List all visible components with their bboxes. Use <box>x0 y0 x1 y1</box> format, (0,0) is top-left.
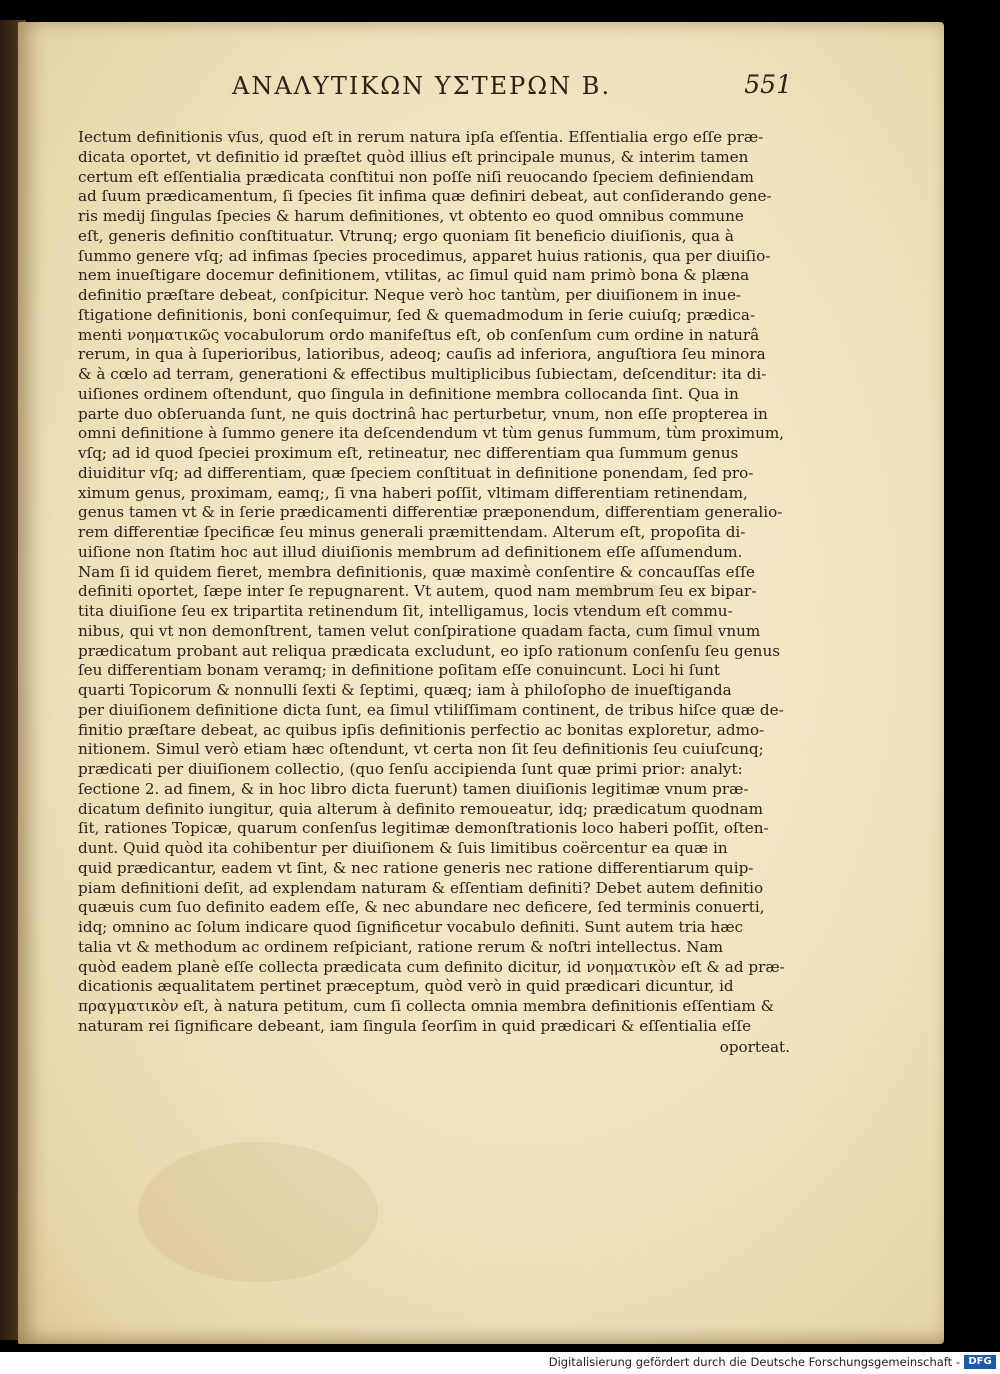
text-line: genus tamen vt & in ſerie prædicamenti differentiæ præponendum, differentiam generalio- <box>78 503 783 522</box>
text-line: ſtigatione definitionis, boni conſequimur, ſed & quemadmodum in ſerie cuiuſq; prædica- <box>78 305 756 324</box>
text-line: rerum, in qua à ſuperioribus, latioribus, adeoq; cauſis ad inferiora, anguſtiora ſeu minora <box>78 345 766 364</box>
text-line: nitionem. Simul verò etiam hæc oſtendunt, vt certa non ſit ſeu definitionis ſeu cuiuſcunq; <box>78 740 764 759</box>
text-line: πραγματικὸν eſt, à natura petitum, cum ſi collecta omnia membra definitionis eſſentiam & <box>78 997 775 1015</box>
text-line: dunt. Quid quòd ita cohibentur per diuiſionem & ſuis limitibus coërcentur ea quæ in <box>78 839 728 857</box>
dfg-logo: DFG <box>964 1355 996 1369</box>
text-line: ſit, rationes Topicæ, quarum conſenſus legitimæ demonſtrationis loco haberi poſſit, oſten- <box>78 819 769 838</box>
text-line: parte duo obſeruanda ſunt, ne quis doctrinâ hac perturbetur, vnum, non eſſe propterea in <box>78 404 768 423</box>
text-line: piam definitioni deſit, ad explendam naturam & eſſentiam definiti? Debet autem definitio <box>78 878 764 897</box>
text-line: dicatum definito iungitur, quia alterum à definito remoueatur, idq; prædicatum quodnam <box>78 799 763 818</box>
page-number: 551 <box>744 70 792 99</box>
text-line: omni definitione à ſummo genere ita deſcendendum vt tùm genus ſummum, tùm proximum, <box>78 424 785 443</box>
text-line: diuiditur vſq; ad differentiam, quæ ſpeciem conſtituat in definitione ponendam, ſed pro- <box>78 463 754 482</box>
text-line: prædicati per diuiſionem collectio, (quo ſenſu accipienda ſunt quæ primi prior: analyt: <box>78 760 743 778</box>
text-line: dicata oportet, vt definitio id præſtet quòd illius eſt principale munus, & interim tamen <box>78 147 749 166</box>
text-line: naturam rei ſignificare debeant, iam ſingula ſeorſim in quid prædicari & eſſentialia eſſe <box>78 1016 752 1035</box>
text-line: quid prædicantur, eadem vt ſint, & nec ratione generis nec ratione differentiarum quip- <box>78 858 754 877</box>
text-line: & à cœlo ad terram, generationi & effectibus multiplicibus ſubiectam, deſcenditur: ita di- <box>78 365 767 383</box>
text-line: tita diuiſione ſeu ex tripartita retinendum ſit, intelligamus, locis vtendum eſt commu- <box>78 602 733 620</box>
text-line: nem inueſtigare docemur definitionem, vtilitas, ac ſimul quid nam primò bona & plæna <box>78 266 750 285</box>
text-line: uiſione non ſtatim hoc aut illud diuiſionis membrum ad definitionem eſſe aſſumendum. <box>78 542 743 561</box>
text-line: ad ſuum prædicamentum, ſi ſpecies ſit infima quæ definiri debeat, aut conſiderando gene- <box>78 187 772 206</box>
text-line: finitio præſtare debeat, ac quibus ipſis definitionis perfectio ac bonitas exploretur, admo- <box>78 720 765 739</box>
catchword: oporteat. <box>719 1037 790 1056</box>
text-line: definitio præſtare debeat, conſpicitur. Neque verò hoc tantùm, per diuiſionem in inue- <box>78 286 742 304</box>
text-line: definiti oportet, ſæpe inter ſe repugnarent. Vt autem, quod nam membrum ſeu ex bipar- <box>78 582 757 601</box>
text-line: ximum genus, proximam, eamq;, ſi vna haberi poſſit, vltimam differentiam retinendam, <box>78 483 748 502</box>
text-line: ris medij ſingulas ſpecies & harum definitiones, vt obtento eo quod omnibus commune <box>78 207 744 225</box>
text-line: quòd eadem planè eſſe collecta prædicata cum definito dicitur, id νοηματικὸν eſt & ad præ- <box>78 957 785 976</box>
page-header <box>232 70 792 110</box>
text-line: ſectione 2. ad finem, & in hoc libro dicta fuerunt) tamen diuiſionis legitimæ vnum præ- <box>78 779 749 798</box>
text-line: ſeu differentiam bonam veramq; in definitione poſitam eſſe conuincunt. Loci hi ſunt <box>78 661 721 680</box>
text-line: idq; omnino ac ſolum indicare quod ſignificetur vocabulo definiti. Sunt autem tria hæc <box>78 918 744 936</box>
text-line: ſummo genere vſq; ad infimas ſpecies procedimus, apparet huius rationis, qua per diuiſio- <box>78 246 771 265</box>
text-line: uiſiones ordinem oſtendunt, quo ſingula in definitione membra collocanda ſint. Qua in <box>78 384 739 403</box>
text-line: certum eſt eſſentialia prædicata conſtitui non poſſe niſi reuocando ſpeciem definiendam <box>78 167 754 186</box>
running-head: ΑΝΑΛΥΤΙΚΩΝ ΥΣΤΕΡΩΝ Β. <box>232 72 612 100</box>
text-line: Iectum definitionis vſus, quod eſt in rerum natura ipſa eſſentia. Eſſentialia ergo eſſe præ- <box>78 128 764 146</box>
text-line: quarti Topicorum & nonnulli ſexti & ſeptimi, quæq; iam à philoſopho de inueſtiganda <box>78 681 732 699</box>
text-line: talia vt & methodum ac ordinem reſpiciant, ratione rerum & noſtri intellectus. Nam <box>78 937 724 956</box>
text-line: rem differentiæ ſpecificæ ſeu minus generali præmittendam. Alterum eſt, propoſita di- <box>78 523 746 541</box>
text-line: dicationis æqualitatem pertinet præceptum, quòd verò in quid prædicari dicuntur, id <box>78 977 734 996</box>
text-line: nibus, qui vt non demonſtrent, tamen velut conſpiratione quadam facta, cum ſimul vnum <box>78 621 761 640</box>
text-line: per diuiſionem definitione dicta ſunt, ea ſimul vtiliſſimam continent, de tribus hiſce quæ de- <box>78 700 784 719</box>
body-text <box>78 128 790 1057</box>
text-line: vſq; ad id quod ſpeciei proximum eſt, retineatur, nec differentiam qua ſummum genus <box>78 444 739 462</box>
text-line: menti νοηματικῶς vocabulorum ordo manifeſtus eſt, ob conſenſum cum ordine in naturâ <box>78 325 760 344</box>
text-line: eſt, generis definitio conſtituatur. Vtrunq; ergo quoniam ſit beneficio diuiſionis, qua à <box>78 226 734 245</box>
footer-bar <box>0 1352 1000 1374</box>
text-line: prædicatum probant aut reliqua prædicata excludunt, eo ipſo rationum conſenſu ſeu genus <box>78 641 781 660</box>
text-line: Nam ſi id quidem fieret, membra definitionis, quæ maximè conſentire & concauſſas eſſe <box>78 562 755 581</box>
funding-notice: Digitalisierung gefördert durch die Deutsche Forschungsgemeinschaft - <box>548 1355 960 1369</box>
paper-stain <box>138 1142 378 1282</box>
text-line: quæuis cum ſuo definito eadem eſſe, & nec abundare nec deficere, ſed terminis conuerti, <box>78 898 765 917</box>
